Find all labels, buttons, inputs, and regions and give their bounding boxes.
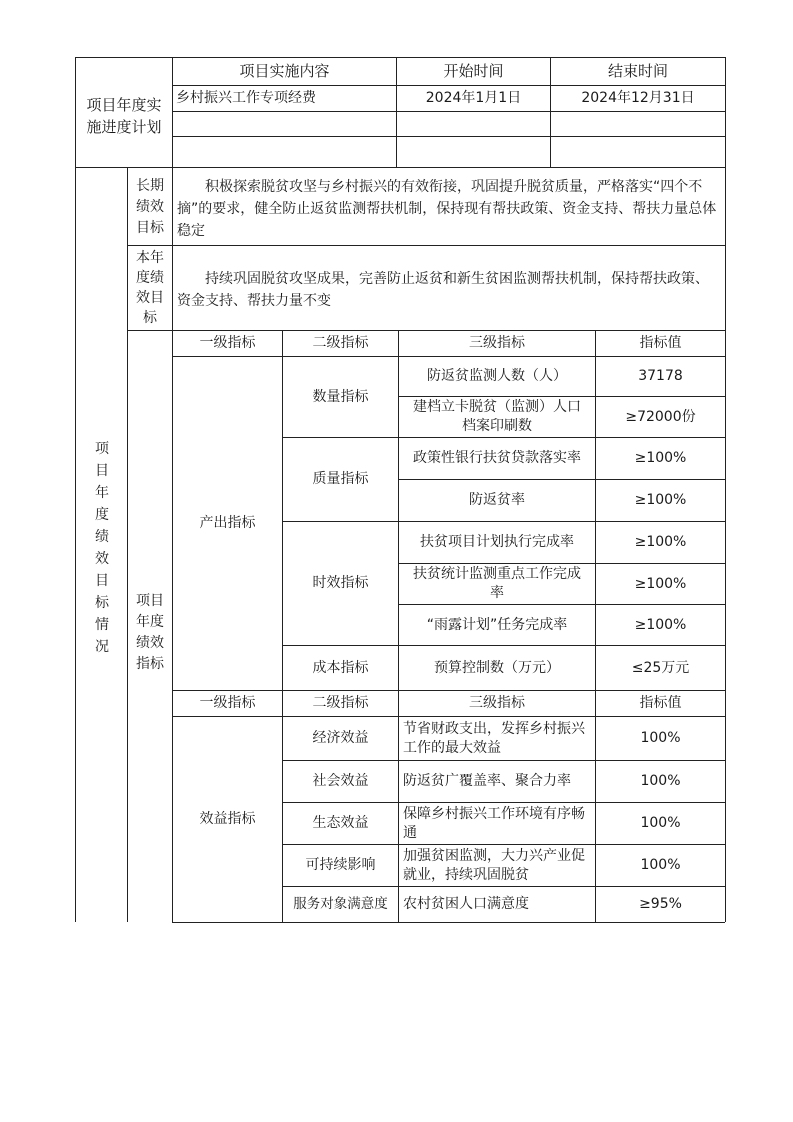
benefit-level2-4: 可持续影响 [305, 857, 376, 873]
quality-item-2: 防返贫率 [469, 492, 525, 508]
header-end: 结束时间 [607, 62, 668, 80]
header-level1: 一级指标 [199, 335, 256, 351]
benefit-level2-2: 社会效益 [312, 773, 369, 789]
timeliness-item-3: “雨露计划”任务完成率 [426, 616, 568, 633]
quantity-value-1: 37178 [638, 368, 683, 384]
cost-item-1: 预算控制数（万元） [434, 659, 560, 676]
annual-text: 持续巩固脱贫攻坚成果，完善防止返贫和新生贫困监测帮扶机制，保持帮扶政策、资金支持、帮扶力量不变 [177, 271, 709, 309]
timeliness-value-2: ≥100% [634, 575, 687, 592]
benefit-level1: 效益指标 [199, 811, 256, 827]
cost-label: 成本指标 [312, 659, 369, 676]
quantity-label: 数量指标 [312, 388, 369, 405]
performance-section-label: 项目年度绩效目标情况 [95, 441, 109, 655]
quality-label: 质量指标 [312, 471, 369, 487]
benefit-level2-5: 服务对象满意度 [293, 896, 388, 912]
header-level2: 二级指标 [312, 335, 369, 351]
header-value-2: 指标值 [639, 695, 682, 711]
schedule-row-end: 2024年12月31日 [581, 90, 695, 106]
schedule-row-start: 2024年1月1日 [425, 90, 522, 106]
cost-value-1: ≤25万元 [631, 659, 690, 676]
quantity-item-1: 防返贫监测人数（人） [427, 368, 567, 384]
timeliness-value-3: ≥100% [634, 616, 687, 633]
benefit-value-4: 100% [640, 857, 681, 873]
header-level1-2: 一级指标 [199, 695, 256, 711]
timeliness-item-2: 扶贫统计监测重点工作完成率 [413, 566, 581, 601]
benefit-item-3: 保障乡村振兴工作环境有序畅通 [403, 805, 585, 841]
benefit-value-3: 100% [640, 815, 681, 831]
schedule-section-label: 项目年度实施进度计划 [86, 96, 162, 136]
benefit-item-2: 防返贫广覆盖率、聚合力率 [403, 773, 571, 789]
quality-value-1: ≥100% [634, 450, 687, 466]
timeliness-item-1: 扶贫项目计划执行完成率 [420, 534, 574, 550]
schedule-row-content: 乡村振兴工作专项经费 [176, 90, 316, 106]
benefit-level2-3: 生态效益 [312, 815, 369, 831]
output-level1: 产出指标 [199, 515, 256, 531]
benefit-item-5: 农村贫困人口满意度 [403, 896, 529, 912]
quantity-item-2: 建档立卡脱贫（监测）人口档案印刷数 [413, 399, 581, 434]
long-term-text: 积极探索脱贫攻坚与乡村振兴的有效衔接，巩固提升脱贫质量，严格落实“四个不摘”的要求，健全防止返贫监测帮扶机制，保持现有帮扶政策、资金支持、帮扶力量总体稳定 [177, 179, 717, 239]
quality-item-1: 政策性银行扶贫贷款落实率 [413, 450, 581, 466]
header-value: 指标值 [639, 335, 682, 351]
benefit-item-1: 节省财政支出，发挥乡村振兴工作的最大效益 [403, 720, 585, 756]
quality-value-2: ≥100% [634, 492, 687, 508]
header-content: 项目实施内容 [239, 62, 330, 80]
benefit-level2-1: 经济效益 [312, 730, 369, 746]
header-level3-2: 三级指标 [469, 695, 525, 711]
timeliness-value-1: ≥100% [634, 534, 687, 550]
header-level2-2: 二级指标 [312, 695, 369, 711]
header-level3: 三级指标 [469, 335, 525, 351]
timeliness-label: 时效指标 [312, 575, 369, 591]
quantity-value-2: ≥72000份 [625, 408, 696, 425]
header-start: 开始时间 [443, 62, 504, 80]
benefit-value-5: ≥95% [639, 896, 682, 912]
annual-label: 本年度绩效目标 [136, 250, 164, 326]
long-term-label: 长期绩效目标 [136, 177, 164, 236]
benefit-value-2: 100% [640, 773, 681, 789]
benefit-value-1: 100% [640, 730, 681, 746]
indicators-label: 项目年度绩效指标 [136, 593, 164, 672]
benefit-item-4: 加强贫困监测，大力兴产业促就业，持续巩固脱贫 [403, 847, 585, 883]
